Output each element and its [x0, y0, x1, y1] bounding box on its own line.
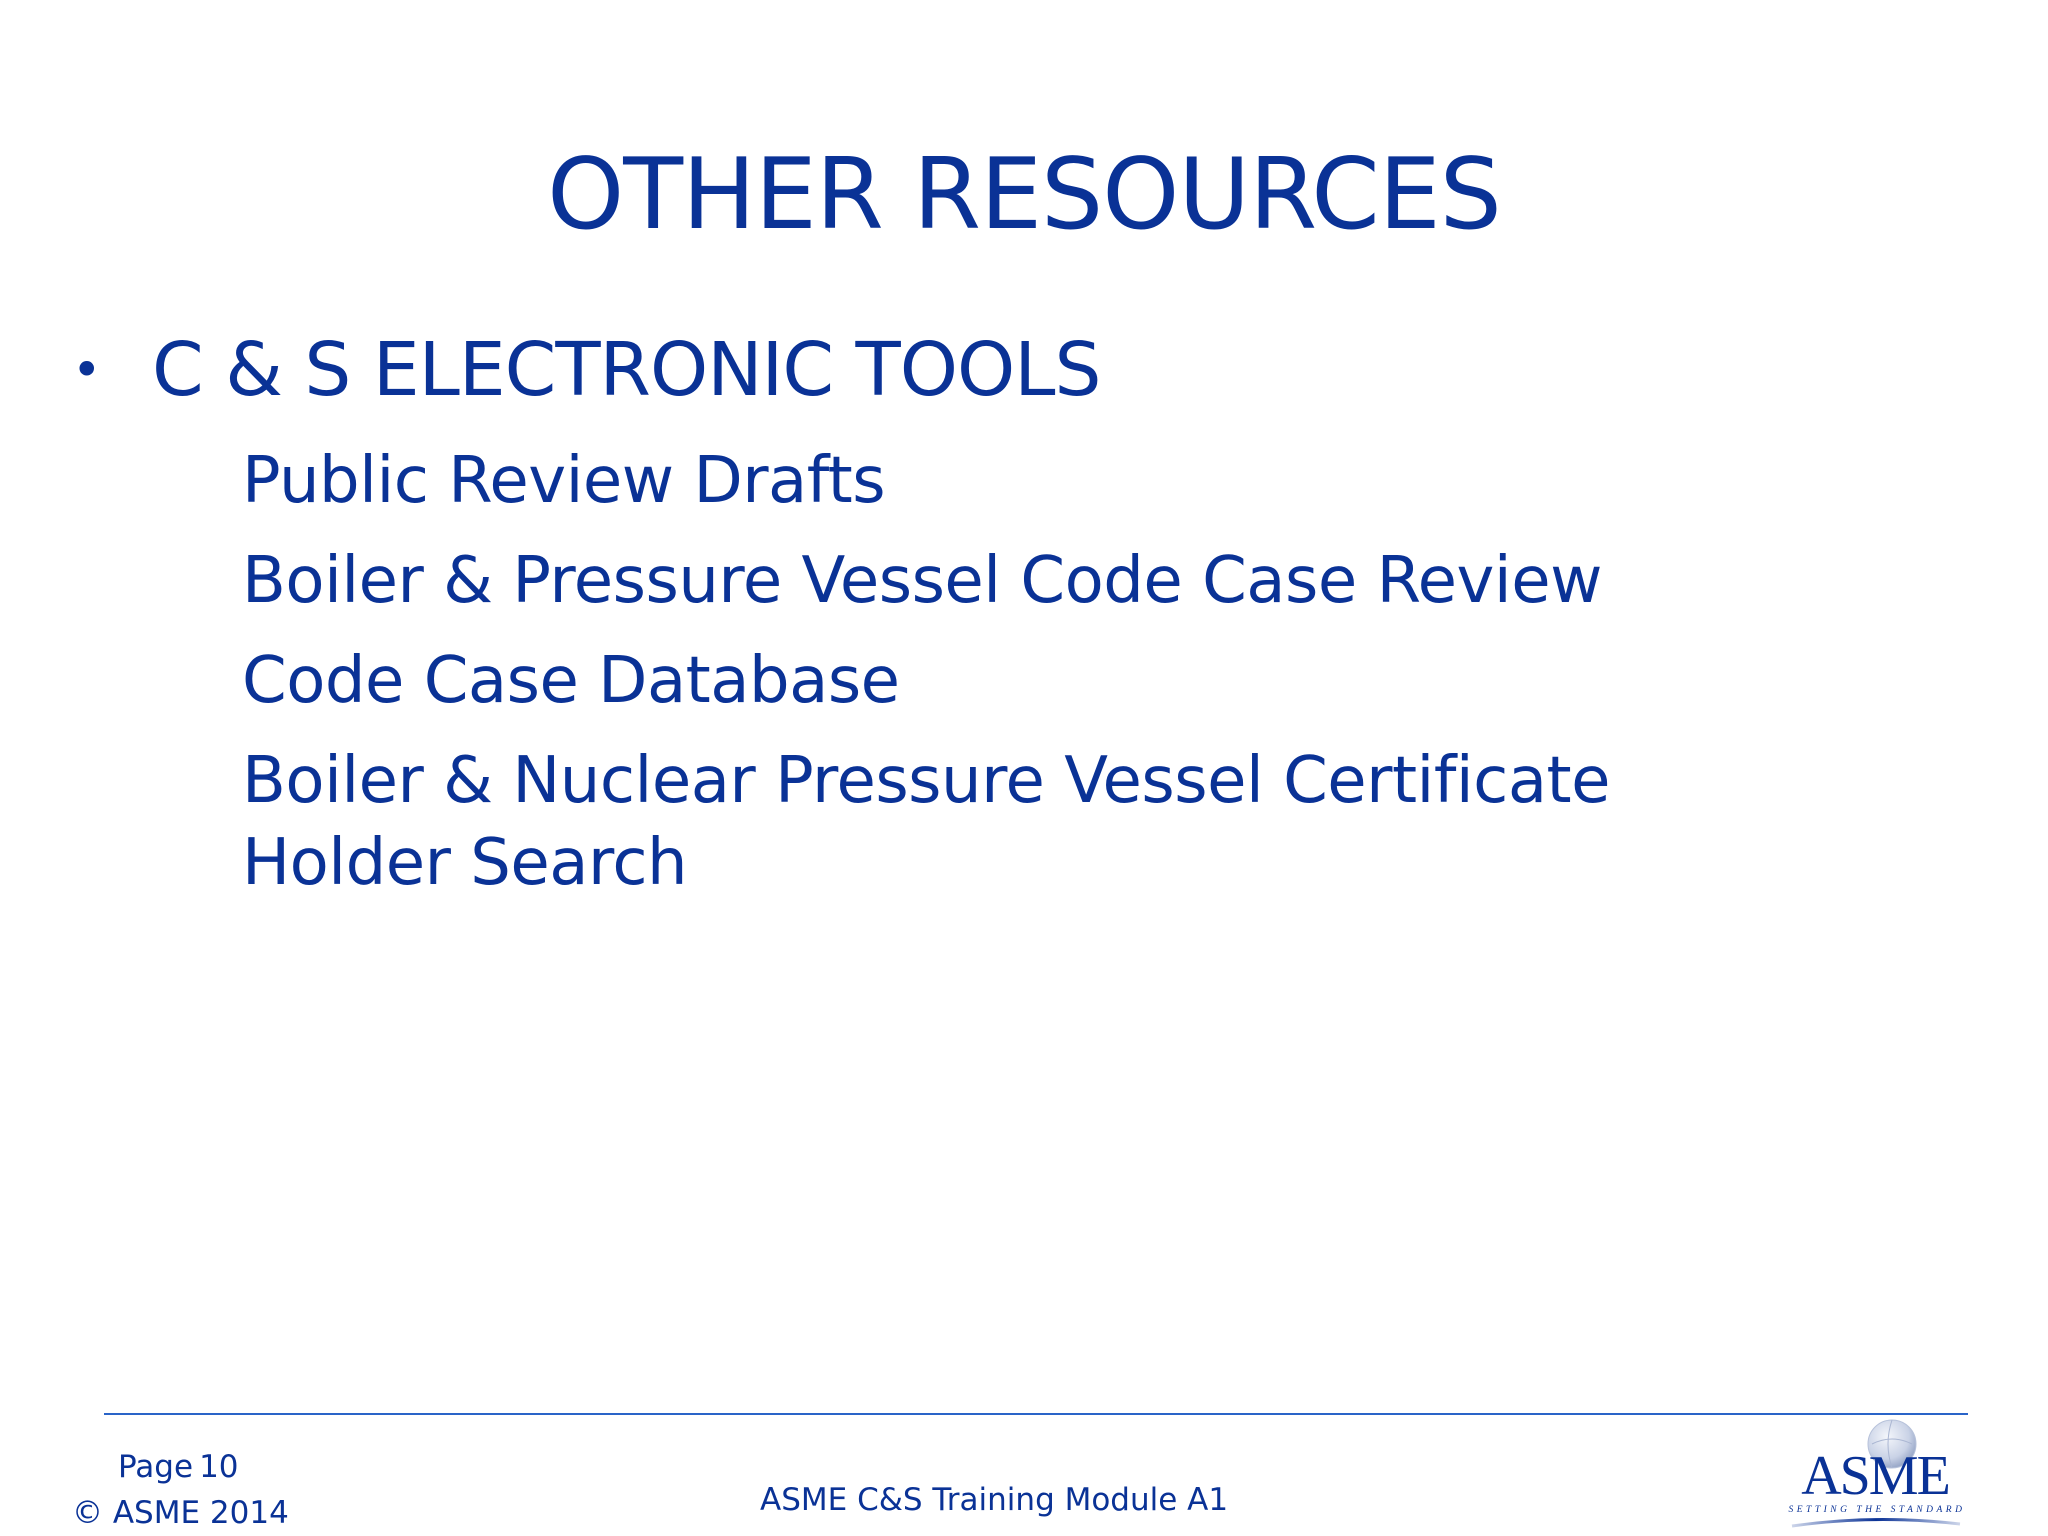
sub-list — [242, 440, 1742, 922]
sub-item-certificate-holder-search: Boiler & Nuclear Pressure Vessel Certificate Holder Search — [242, 744, 1610, 900]
module-title: ASME C&S Training Module A1 — [760, 1482, 1229, 1518]
page-label: Page — [118, 1449, 194, 1485]
sub-item-public-review-drafts: Public Review Drafts — [242, 444, 886, 518]
footer-rule — [104, 1413, 1968, 1415]
logo-tagline: SETTING THE STANDARD — [1788, 1505, 1966, 1515]
sub-item-code-case-database: Code Case Database — [242, 644, 900, 718]
bullet-row — [72, 325, 1100, 415]
slide-title: OTHER RESOURCES — [547, 138, 1501, 252]
page-indicator — [118, 1448, 239, 1486]
bullet-heading: C & S ELECTRONIC TOOLS — [152, 327, 1101, 413]
asme-logo — [1780, 1418, 1970, 1532]
page-number: 10 — [199, 1449, 239, 1485]
bullet-marker: • — [72, 341, 102, 399]
logo-wordmark: ASME — [1801, 1445, 1949, 1507]
sub-item-code-case-review: Boiler & Pressure Vessel Code Case Review — [242, 544, 1602, 618]
copyright: © ASME 2014 — [72, 1495, 289, 1531]
